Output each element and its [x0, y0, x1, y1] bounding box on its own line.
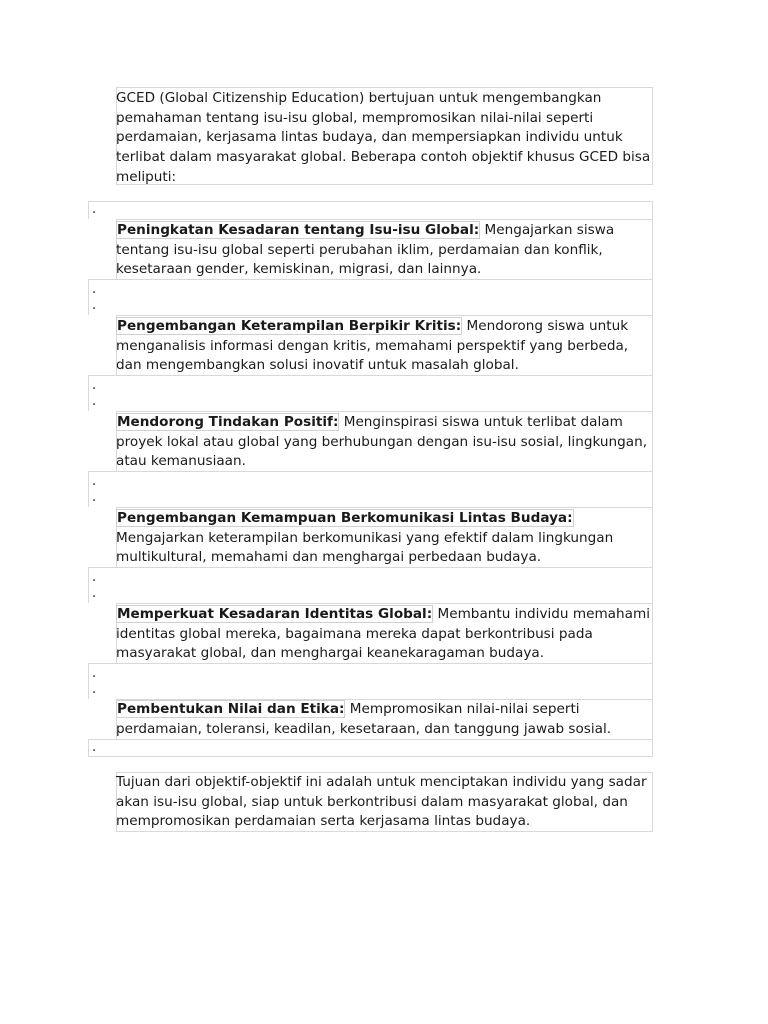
bullet-dot: .: [92, 570, 97, 585]
bullet-row-3: [88, 375, 653, 411]
list-item: [116, 317, 652, 376]
item-title: Pembentukan Nilai dan Etika:: [117, 701, 345, 717]
intro-paragraph: GCED (Global Citizenship Education) bertujuan untuk mengembangkan pemahaman tentang isu-isu global, mempromosikan nilai-nilai seperti perdamaian, kerjasama lintas budaya, dan mempersiapkan individu untuk terlibat dalam masyarakat global. Beberapa contoh objektif khusus GCED bisa meliputi:: [116, 90, 651, 185]
bullet-dot: .: [92, 378, 97, 393]
bullet-dot: .: [92, 682, 97, 697]
list-item: [116, 605, 652, 664]
bullet-dot: .: [92, 474, 97, 489]
bullet-dot: .: [92, 490, 97, 505]
item-title: Pengembangan Kemampuan Berkomunikasi Lintas Budaya:: [117, 510, 573, 526]
conclusion-paragraph: Tujuan dari objektif-objektif ini adalah untuk menciptakan individu yang sadar akan isu-isu global, siap untuk berkontribusi dalam masyarakat global, dan mempromosikan perdamaian serta kerjasama lintas budaya.: [116, 774, 647, 830]
bullet-row-4: [88, 471, 653, 507]
list-item: [116, 221, 652, 280]
item-title: Peningkatan Kesadaran tentang Isu-isu Global:: [117, 222, 480, 238]
bullet-row-6: [88, 663, 653, 699]
bullet-row-7: [88, 739, 653, 757]
bullet-row-5: [88, 567, 653, 603]
item-text: Membantu individu memahami identitas global mereka, bagaimana mereka dapat berkontribusi pada masyarakat global, dan menghargai keanekaragaman budaya.: [116, 606, 650, 662]
list-item: [116, 700, 652, 739]
bullet-dot: .: [92, 202, 97, 217]
bullet-row-2: [88, 279, 653, 315]
item-text: Mempromosikan nilai-nilai seperti perdamaian, toleransi, keadilan, kesetaraan, dan tanggung jawab sosial.: [116, 701, 612, 737]
bullet-dot: .: [92, 586, 97, 601]
item-text: Mengajarkan siswa tentang isu-isu global seperti perubahan iklim, perdamaian dan konflik, kesetaraan gender, kemiskinan, migrasi, dan lainnya.: [116, 222, 615, 278]
bullet-dot: .: [92, 740, 97, 755]
bullet-dot: .: [92, 394, 97, 409]
bullet-dot: .: [92, 666, 97, 681]
item-text: Mengajarkan keterampilan berkomunikasi yang efektif dalam lingkungan multikultural, memahami dan menghargai perbedaan budaya.: [116, 529, 614, 566]
item-text: Menginspirasi siswa untuk terlibat dalam proyek lokal atau global yang berhubungan dengan isu-isu sosial, lingkungan, atau kemanusiaan.: [116, 414, 648, 470]
bullet-dot: .: [92, 282, 97, 297]
item-title: Mendorong Tindakan Positif:: [117, 414, 339, 430]
bullet-dot: .: [92, 298, 97, 313]
item-title: Memperkuat Kesadaran Identitas Global:: [117, 606, 433, 622]
list-item: [116, 509, 652, 568]
list-item: [116, 413, 652, 472]
bullet-row-1: [88, 201, 653, 219]
item-text: Mendorong siswa untuk menganalisis informasi dengan kritis, memahami perspektif yang berbeda, dan mengembangkan solusi inovatif untuk masalah global.: [116, 318, 629, 374]
item-title: Pengembangan Keterampilan Berpikir Kritis:: [117, 318, 462, 334]
